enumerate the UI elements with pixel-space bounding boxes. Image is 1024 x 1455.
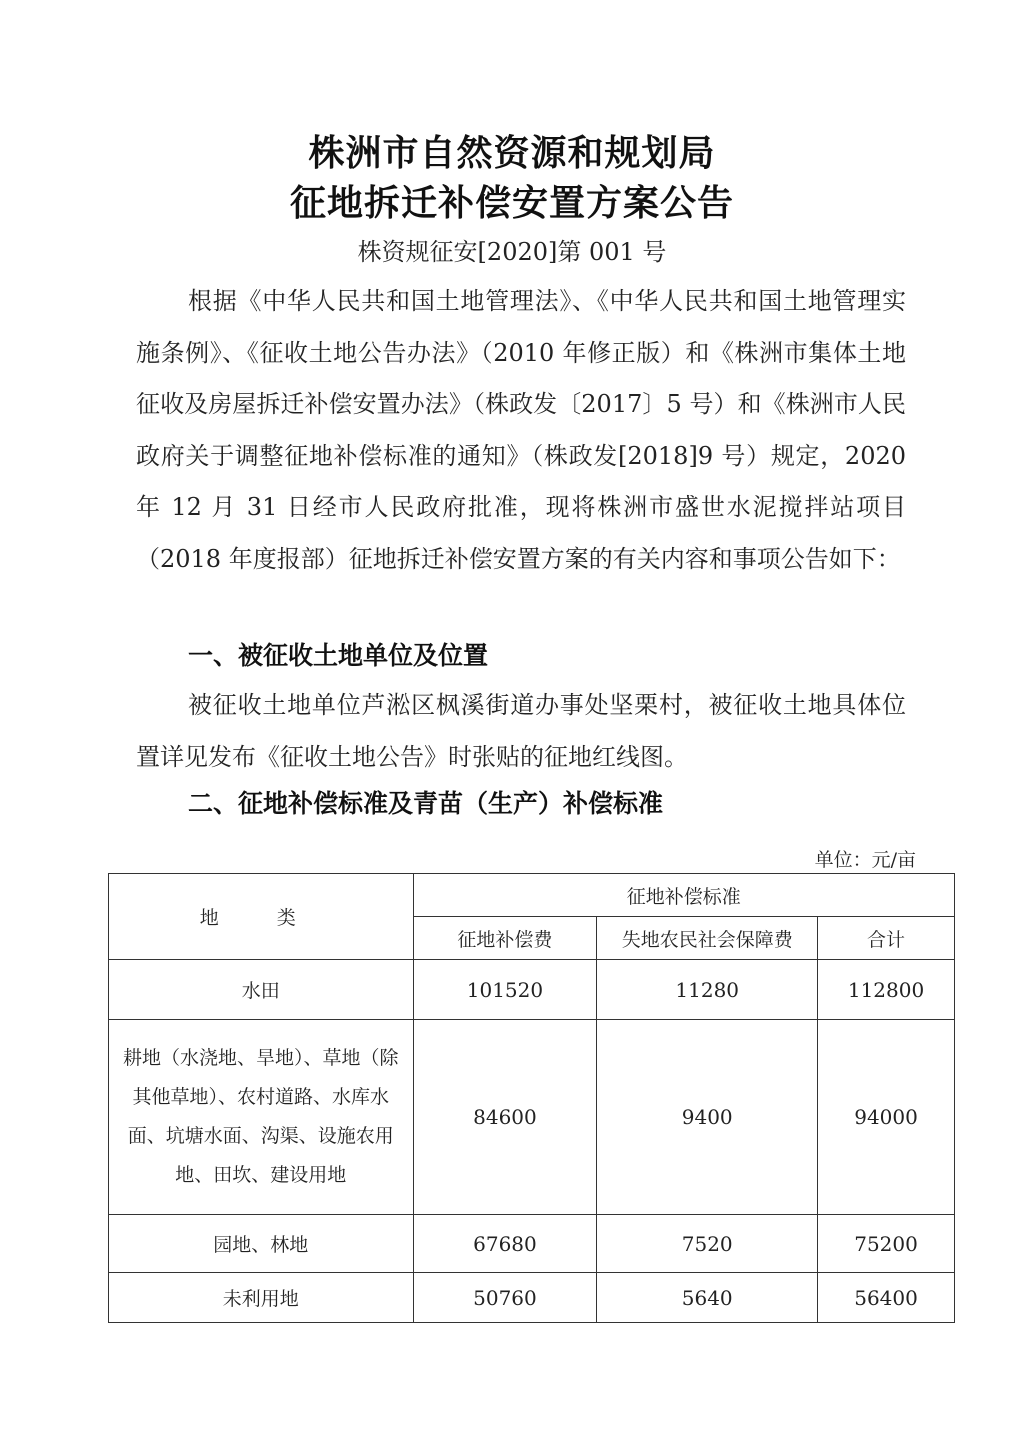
page-subtitle: 征地拆迁补偿安置方案公告: [289, 183, 734, 224]
compensation-table: [108, 873, 955, 1323]
header-compensation-fee: 征地补偿费: [413, 917, 597, 960]
social-security-cell: 9400: [597, 1020, 818, 1215]
table-row: [109, 1273, 955, 1323]
table-row: [109, 1215, 955, 1273]
compensation-fee-cell: 84600: [413, 1020, 597, 1215]
land-type-cell: 水田: [109, 960, 414, 1020]
section-1-heading: 一、被征收土地单位及位置: [188, 641, 489, 670]
compensation-fee-cell: 67680: [413, 1215, 597, 1273]
total-cell: 56400: [818, 1273, 955, 1323]
compensation-fee-cell: 101520: [413, 960, 597, 1020]
document-number: 株资规征安[2020]第 001 号: [357, 238, 667, 266]
social-security-cell: 5640: [597, 1273, 818, 1323]
land-type-cell: 园地、林地: [109, 1215, 414, 1273]
table-row: [109, 1020, 955, 1215]
social-security-cell: 11280: [597, 960, 818, 1020]
compensation-fee-cell: 50760: [413, 1273, 597, 1323]
total-cell: 75200: [818, 1215, 955, 1273]
total-cell: 112800: [818, 960, 955, 1020]
land-type-cell: 耕地（水浇地、旱地）、草地（除其他草地）、农村道路、水库水面、坑塘水面、沟渠、设施农用地、田坎、建设用地: [109, 1020, 414, 1215]
header-land-type: 地 类: [109, 874, 414, 960]
table-header-row: [109, 874, 955, 917]
intro-paragraph: 根据《中华人民共和国土地管理法》、《中华人民共和国土地管理实施条例》、《征收土地公告办法》（2010 年修正版）和《株洲市集体土地征收及房屋拆迁补偿安置办法》（株政发〔2017〕5 号）和《株洲市人民政府关于调整征地补偿标准的通知》（株政发[2018]9 号）规定，2020 年 12 月 31 日经市人民政府批准，现将株洲市盛世水泥搅拌站项目（2018 年度报部）征地拆迁补偿安置方案的有关内容和事项公告如下：: [136, 287, 906, 573]
land-type-cell: 未利用地: [109, 1273, 414, 1323]
page-title: 株洲市自然资源和规划局: [308, 133, 716, 174]
section-1-paragraph: 被征收土地单位芦淞区枫溪街道办事处坚栗村，被征收土地具体位置详见发布《征收土地公告》时张贴的征地红线图。: [136, 691, 906, 771]
header-total: 合计: [818, 917, 955, 960]
total-cell: 94000: [818, 1020, 955, 1215]
unit-note: 单位：元/亩: [814, 849, 916, 871]
section-2-heading: 二、征地补偿标准及青苗（生产）补偿标准: [188, 789, 664, 818]
table-row: [109, 960, 955, 1020]
header-social-security-fee: 失地农民社会保障费: [597, 917, 818, 960]
social-security-cell: 7520: [597, 1215, 818, 1273]
header-compensation-standard: 征地补偿标准: [413, 874, 954, 917]
